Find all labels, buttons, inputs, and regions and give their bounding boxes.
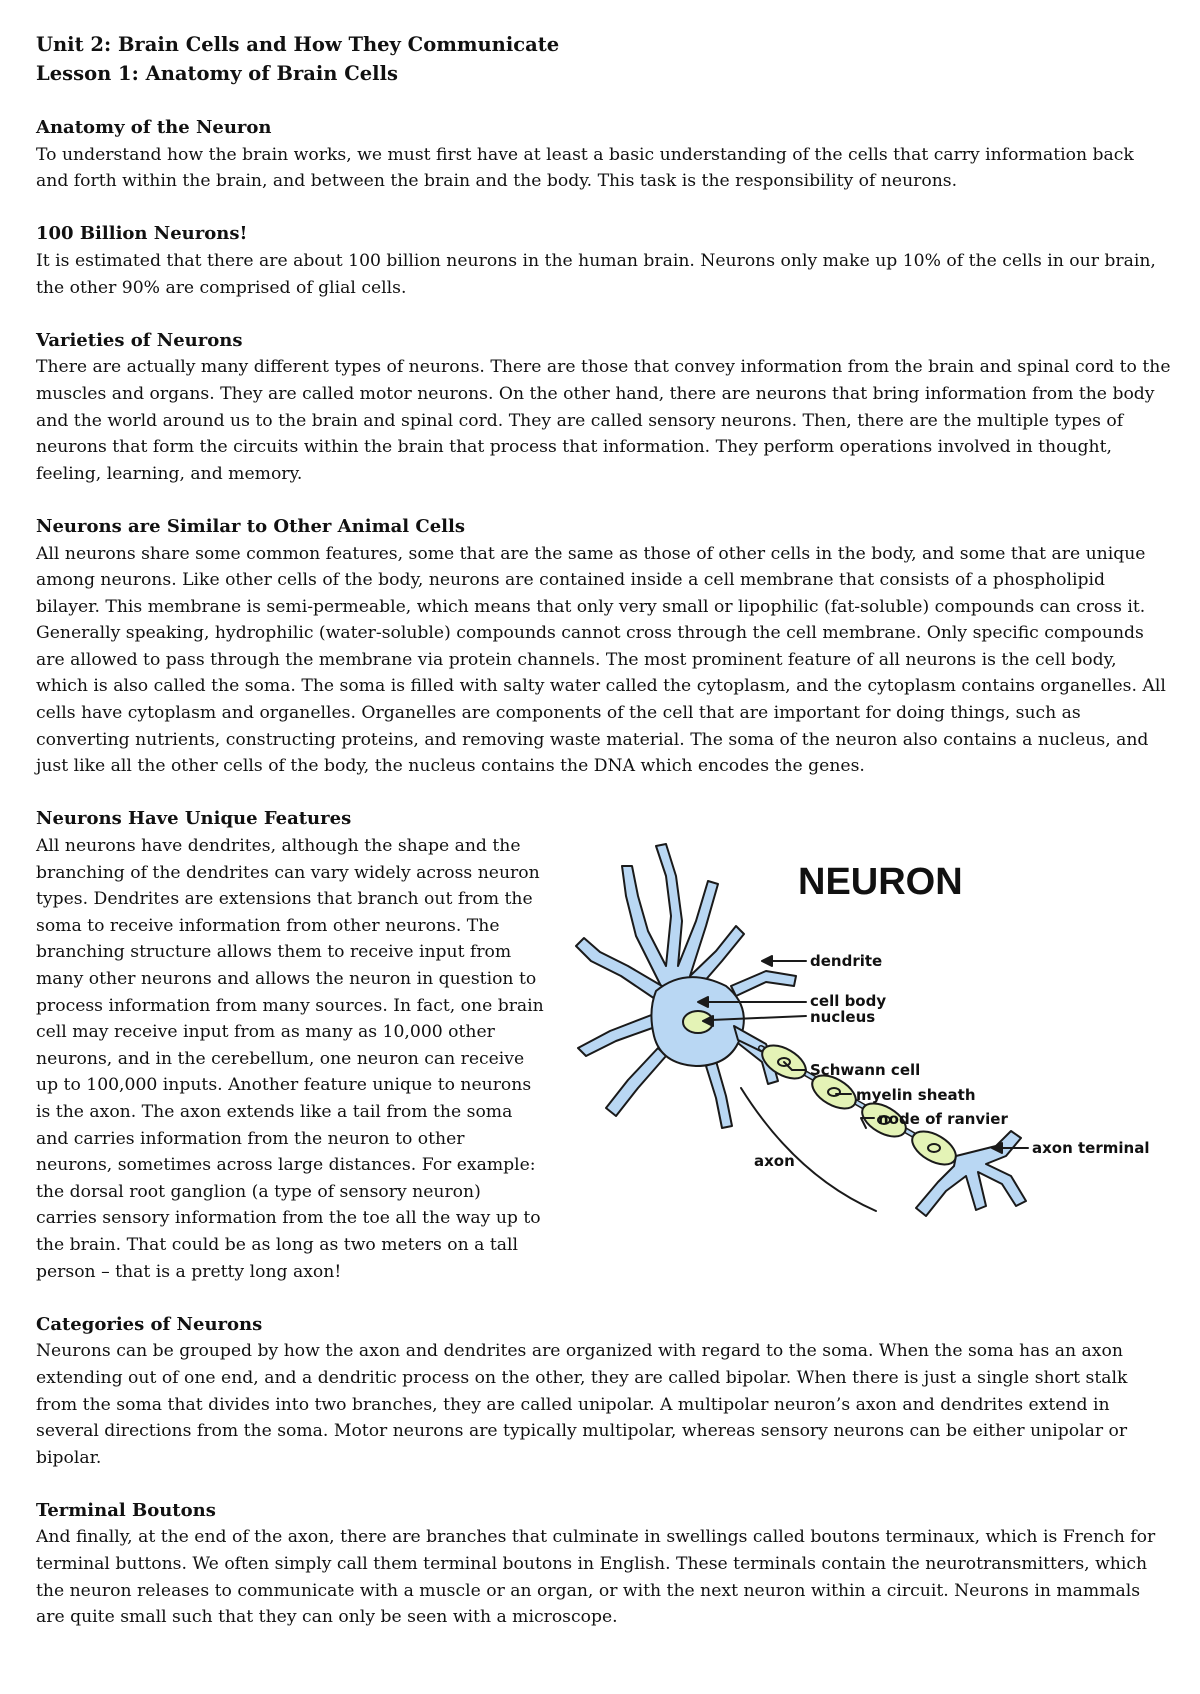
- lesson-title: Lesson 1: Anatomy of Brain Cells: [36, 62, 398, 85]
- section-heading: Anatomy of the Neuron: [36, 117, 272, 138]
- section-body: To understand how the brain works, we must first have at least a basic understanding of the cells that carry information back and forth within the brain, and between the brain and the body. This task is the responsibility of neurons.: [36, 144, 1134, 192]
- section-heading: Neurons are Similar to Other Animal Cells: [36, 515, 465, 537]
- figure-title: NEURON: [798, 861, 963, 904]
- label-axon: axon: [754, 1152, 795, 1171]
- section-similar: [36, 514, 1171, 780]
- section-body: It is estimated that there are about 100 billion neurons in the human brain. Neurons only make up 10% of the cells in our brain, the other 90% are comprised of glial cells.: [36, 250, 1156, 298]
- section-body: Neurons can be grouped by how the axon and dendrites are organized with regard to the soma. When the soma has an axon extending out of one end, and a dendritic process on the other, they are called bipolar. When there is just a single short stalk from the soma that divides into two branches, they are called unipolar. A multipolar neuron’s axon and dendrites extend in several directions from the soma. Motor neurons are typically multipolar, whereas sensory neurons can be either unipolar or bipolar.: [36, 1341, 1128, 1468]
- section-heading: Neurons Have Unique Features: [36, 808, 352, 830]
- unique-text-column: [36, 806, 546, 1285]
- section-terminal: [36, 1498, 1171, 1631]
- document-page: [36, 30, 1171, 1657]
- label-axon-terminal: axon terminal: [1032, 1139, 1150, 1158]
- section-billion: [36, 221, 1171, 301]
- neuron-diagram: [566, 826, 1166, 1266]
- neuron-illustration: [566, 826, 1166, 1266]
- section-varieties: [36, 328, 1171, 488]
- section-heading: Terminal Boutons: [36, 1499, 216, 1521]
- label-myelin-sheath: myelin sheath: [856, 1086, 976, 1105]
- section-body: All neurons have dendrites, although the shape and the branching of the dendrites can vary widely across neuron types. Dendrites are extensions that branch out from the soma to receive information from other neurons. The branching structure allows them to receive input from many other neurons and allows the neuron in question to process information from many sources. In fact, one brain cell may receive input from as many as 10,000 other neurons, and in the cerebellum, one neuron can receive up to 100,000 inputs. Another feature unique to neurons is the axon. The axon extends like a tail from the soma and carries information from the neuron to other neurons, sometimes across large distances. For example: the dorsal root ganglion (a type of sensory neuron) carries sensory information from the toe all the way up to the brain. That could be as long as two meters on a tall person – that is a pretty long axon!: [36, 836, 544, 1282]
- section-unique: [36, 806, 1171, 1285]
- section-body: All neurons share some common features, some that are the same as those of other cells in the body, and some that are unique among neurons. Like other cells of the body, neurons are contained inside a cell membrane that consists of a phospholipid bilayer. This membrane is semi-permeable, which means that only very small or lipophilic (fat-soluble) compounds can cross it. Generally speaking, hydrophilic (water-soluble) compounds cannot cross through the cell membrane. Only specific compounds are allowed to pass through the membrane via protein channels. The most prominent feature of all neurons is the cell body, which is also called the soma. The soma is filled with salty water called the cytoplasm, and the cytoplasm contains organelles. All cells have cytoplasm and organelles. Organelles are components of the cell that are important for doing things, such as converting nutrients, constructing proteins, and removing waste material. The soma of the neuron also contains a nucleus, and just like all the other cells of the body, the nucleus contains the DNA which encodes the genes.: [36, 543, 1166, 777]
- label-node-of-ranvier: node of ranvier: [878, 1110, 1008, 1129]
- section-heading: Varieties of Neurons: [36, 329, 243, 351]
- section-heading: 100 Billion Neurons!: [36, 223, 248, 245]
- label-cell-body: cell body: [810, 992, 887, 1011]
- section-categories: [36, 1312, 1171, 1472]
- section-body: There are actually many different types of neurons. There are those that convey information from the brain and spinal cord to the muscles and organs. They are called motor neurons. On the other hand, there are neurons that bring information from the body and the world around us to the brain and spinal cord. They are called sensory neurons. Then, there are the multiple types of neurons that form the circuits within the brain that process that information. They perform operations involved in thought, feeling, learning, and memory.: [36, 357, 1171, 484]
- section-body: And finally, at the end of the axon, there are branches that culminate in swellings called boutons terminaux, which is French for terminal buttons. We often simply call them terminal boutons in English. These terminals contain the neurotransmitters, which the neuron releases to communicate with a muscle or an organ, or with the next neuron within a circuit. Neurons in mammals are quite small such that they can only be seen with a microscope.: [36, 1527, 1156, 1628]
- axon-bracket: [741, 1088, 876, 1211]
- section-anatomy: [36, 115, 1171, 195]
- section-heading: Categories of Neurons: [36, 1313, 263, 1335]
- label-nucleus: nucleus: [810, 1008, 876, 1027]
- label-schwann-cell: Schwann cell: [810, 1061, 921, 1080]
- unit-title: Unit 2: Brain Cells and How They Communicate: [36, 33, 560, 56]
- label-dendrite: dendrite: [810, 952, 883, 971]
- dendrites: [576, 844, 796, 1128]
